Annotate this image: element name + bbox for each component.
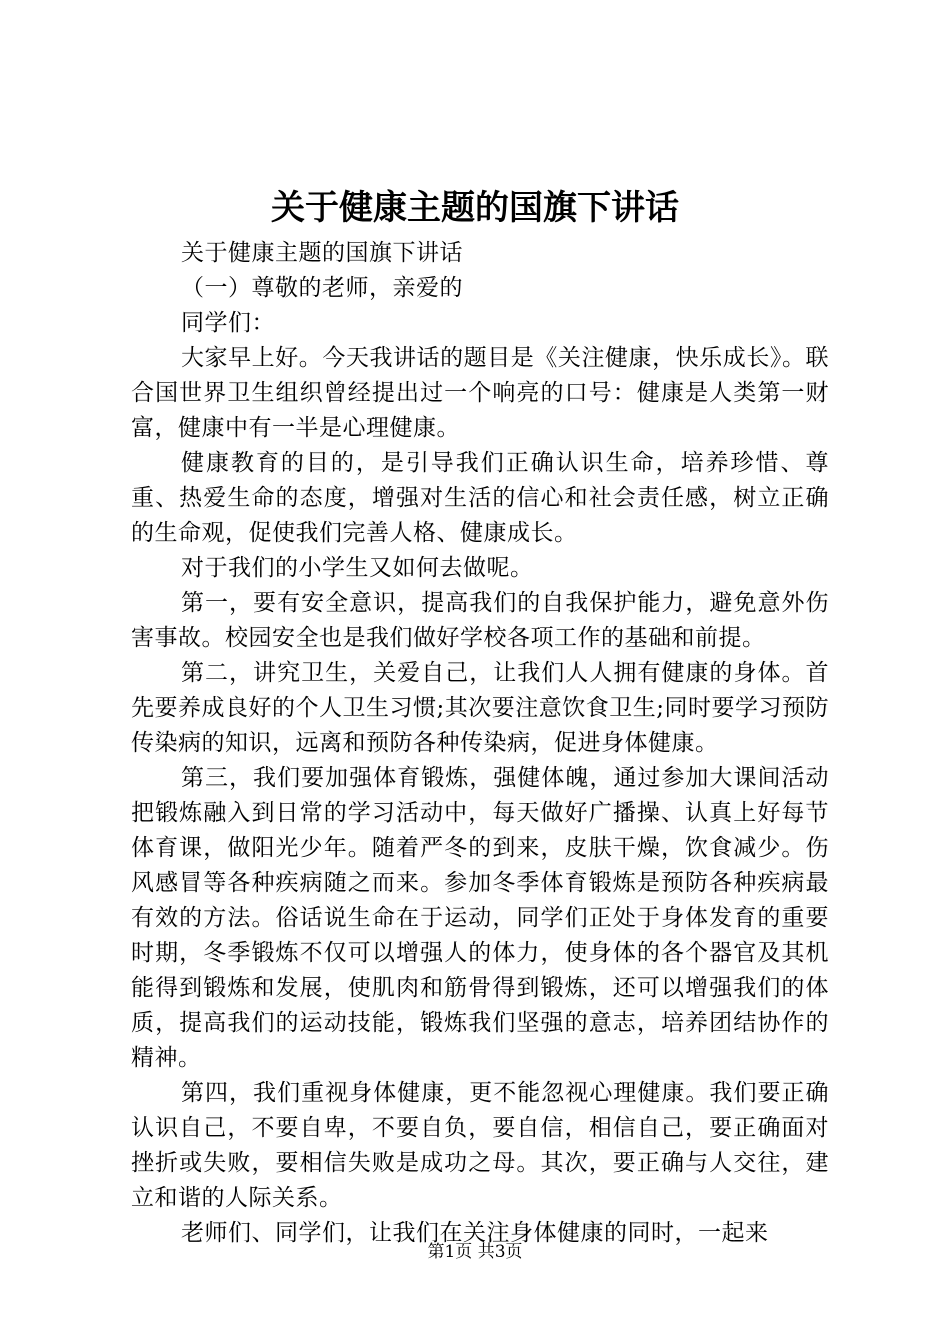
paragraph-closing: 老师们、同学们，让我们在关注身体健康的同时，一起来 [181,1220,769,1246]
paragraph-point-2: 第二，讲究卫生，关爱自己，让我们人人拥有健康的身体。首先要养成良好的个人卫生习惯;其次要注意饮食卫生;同时要学习预防传染病的知识，远离和预防各种传染病，促进身体健康。 [131,660,829,756]
paragraph-subtitle: 关于健康主题的国旗下讲话 [181,240,463,266]
document-body [131,236,829,1251]
paragraph-greeting-part2: 同学们： [181,310,275,336]
paragraph-question: 对于我们的小学生又如何去做呢。 [181,555,534,581]
page-footer: 第1页 共3页 [427,1242,523,1262]
document-title: 关于健康主题的国旗下讲话 [271,188,679,228]
paragraph-intro: 大家早上好。今天我讲话的题目是《关注健康，快乐成长》。联合国世界卫生组织曾经提出过一个响亮的口号：健康是人类第一财富，健康中有一半是心理健康。 [131,345,829,441]
paragraph-greeting-part1: （一）尊敬的老师，亲爱的 [181,275,463,301]
paragraph-purpose: 健康教育的目的，是引导我们正确认识生命，培养珍惜、尊重、热爱生命的态度，增强对生活的信心和社会责任感，树立正确的生命观，促使我们完善人格、健康成长。 [131,450,829,546]
paragraph-point-4: 第四，我们重视身体健康，更不能忽视心理健康。我们要正确认识自己，不要自卑，不要自负，要自信，相信自己，要正确面对挫折或失败，要相信失败是成功之母。其次，要正确与人交往，建立和谐的人际关系。 [131,1080,829,1211]
paragraph-point-1: 第一，要有安全意识，提高我们的自我保护能力，避免意外伤害事故。校园安全也是我们做好学校各项工作的基础和前提。 [131,590,829,651]
paragraph-point-3: 第三，我们要加强体育锻炼，强健体魄，通过参加大课间活动把锻炼融入到日常的学习活动中，每天做好广播操、认真上好每节体育课，做阳光少年。随着严冬的到来，皮肤干燥，饮食减少。伤风感冒等各种疾病随之而来。参加冬季体育锻炼是预防各种疾病最有效的方法。俗话说生命在于运动，同学们正处于身体发育的重要时期，冬季锻炼不仅可以增强人的体力，使身体的各个器官及其机能得到锻炼和发展，使肌肉和筋骨得到锻炼，还可以增强我们的体质，提高我们的运动技能，锻炼我们坚强的意志，培养团结协作的精神。 [131,765,829,1071]
